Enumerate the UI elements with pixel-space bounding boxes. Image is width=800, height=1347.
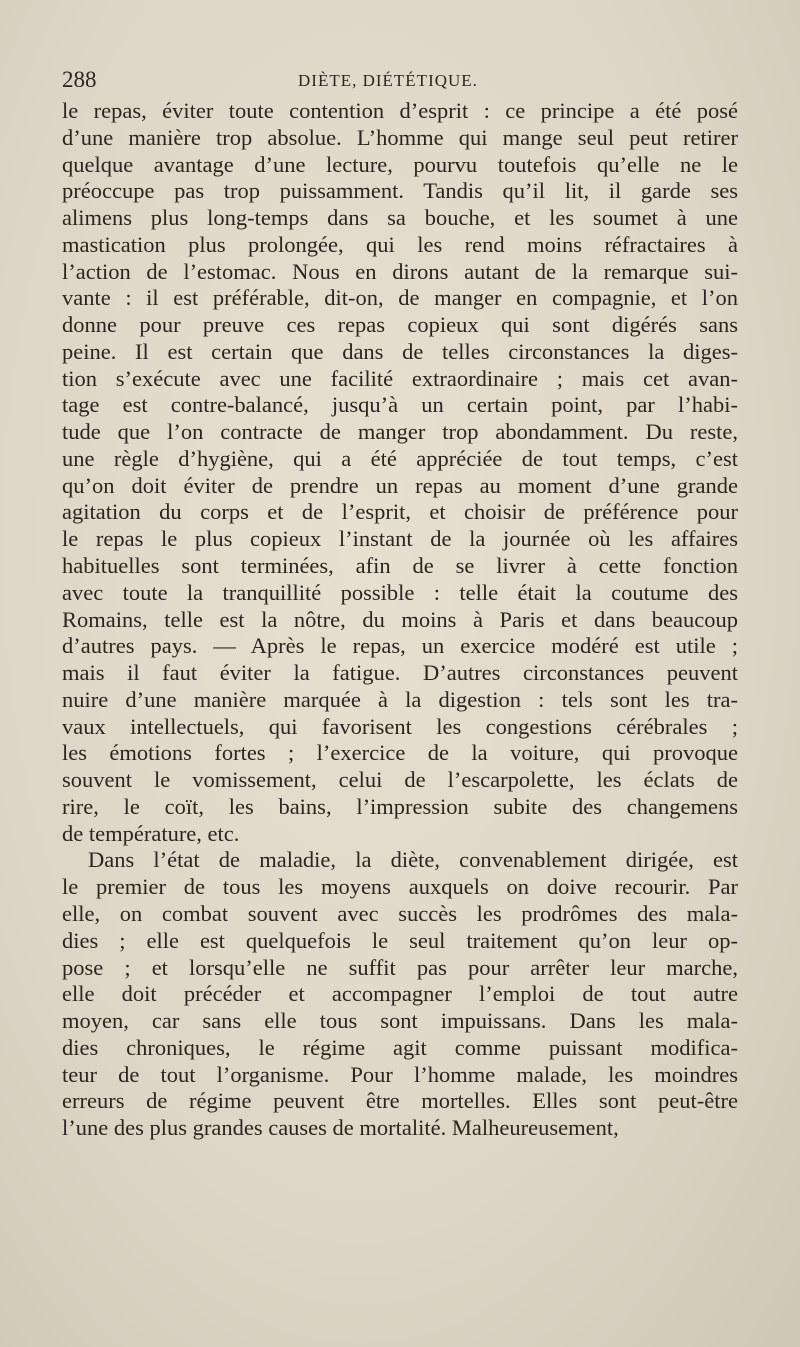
text-line: tude que l’on contracte de manger trop abondamment. Du reste, [62, 419, 738, 445]
text-line: teur de tout l’organisme. Pour l’homme malade, les moindres [62, 1061, 738, 1087]
text-line: le repas, éviter toute contention d’esprit : ce principe a été posé [62, 98, 738, 123]
body-text [62, 98, 738, 1142]
text-line: d’autres pays. — Après le repas, un exercice modéré est utile ; [62, 633, 738, 659]
text-line: préoccupe pas trop puissamment. Tandis qu’il lit, il garde ses [62, 178, 738, 204]
text-line: nuire d’une manière marquée à la digestion : tels sont les tra- [62, 686, 738, 712]
text-line: les émotions fortes ; l’exercice de la voiture, qui provoque [62, 740, 738, 766]
text-line: donne pour preuve ces repas copieux qui sont digérés sans [62, 312, 738, 338]
text-line: qu’on doit éviter de prendre un repas au moment d’une grande [62, 472, 738, 498]
text-line: elle, on combat souvent avec succès les prodrômes des mala- [62, 900, 738, 926]
text-line: l’une des plus grandes causes de mortalité. Malheureusement, [62, 1115, 619, 1141]
text-line: peine. Il est certain que dans de telles circonstances la diges- [62, 338, 738, 364]
text-line: tion s’exécute avec une facilité extraordinaire ; mais cet avan- [62, 365, 738, 391]
paragraph-2 [62, 847, 738, 1141]
text-line: le premier de tous les moyens auxquels on doive recourir. Par [62, 874, 738, 900]
text-line: quelque avantage d’une lecture, pourvu toutefois qu’elle ne le [62, 151, 738, 177]
text-line: dies chroniques, le régime agit comme puissant modifica- [62, 1034, 738, 1060]
text-line: souvent le vomissement, celui de l’escarpolette, les éclats de [62, 767, 738, 793]
text-line: erreurs de régime peuvent être mortelles. Elles sont peut-être [62, 1088, 738, 1114]
text-line: alimens plus long-temps dans sa bouche, et les soumet à une [62, 205, 738, 231]
page-number: 288 [62, 67, 97, 92]
paragraph-1 [62, 98, 738, 847]
text-line: Romains, telle est la nôtre, du moins à Paris et dans beaucoup [62, 606, 738, 632]
text-line: dies ; elle est quelquefois le seul traitement qu’on leur op- [62, 927, 738, 953]
text-line: habituelles sont terminées, afin de se livrer à cette fonction [62, 553, 738, 579]
text-line: agitation du corps et de l’esprit, et choisir de préférence pour [62, 499, 738, 525]
text-line: rire, le coït, les bains, l’impression subite des changemens [62, 793, 738, 819]
text-line: avec toute la tranquillité possible : telle était la coutume des [62, 579, 738, 605]
text-line: vaux intellectuels, qui favorisent les congestions cérébrales ; [62, 713, 738, 739]
text-line: vante : il est préférable, dit-on, de manger en compagnie, et l’on [62, 285, 738, 311]
text-line: l’action de l’estomac. Nous en dirons autant de la remarque sui- [62, 258, 738, 284]
text-line: le repas le plus copieux l’instant de la journée où les affaires [62, 526, 738, 552]
text-line: Dans l’état de maladie, la diète, convenablement dirigée, est [88, 847, 738, 873]
text-line: mastication plus prolongée, qui les rend moins réfractaires à [62, 231, 738, 257]
text-line: mais il faut éviter la fatigue. D’autres circonstances peuvent [62, 660, 738, 686]
running-head: DIÈTE, DIÉTÉTIQUE. [298, 71, 478, 90]
text-line: elle doit précéder et accompagner l’emploi de tout autre [62, 981, 738, 1007]
text-line: pose ; et lorsqu’elle ne suffit pas pour arrêter leur marche, [62, 954, 738, 980]
page-header [62, 66, 738, 96]
text-line: d’une manière trop absolue. L’homme qui mange seul peut retirer [62, 124, 738, 150]
text-line: tage est contre-balancé, jusqu’à un certain point, par l’habi- [62, 392, 738, 418]
text-line: une règle d’hygiène, qui a été appréciée de tout temps, c’est [62, 445, 738, 471]
text-line: moyen, car sans elle tous sont impuissans. Dans les mala- [62, 1008, 738, 1034]
text-line: de température, etc. [62, 820, 240, 846]
